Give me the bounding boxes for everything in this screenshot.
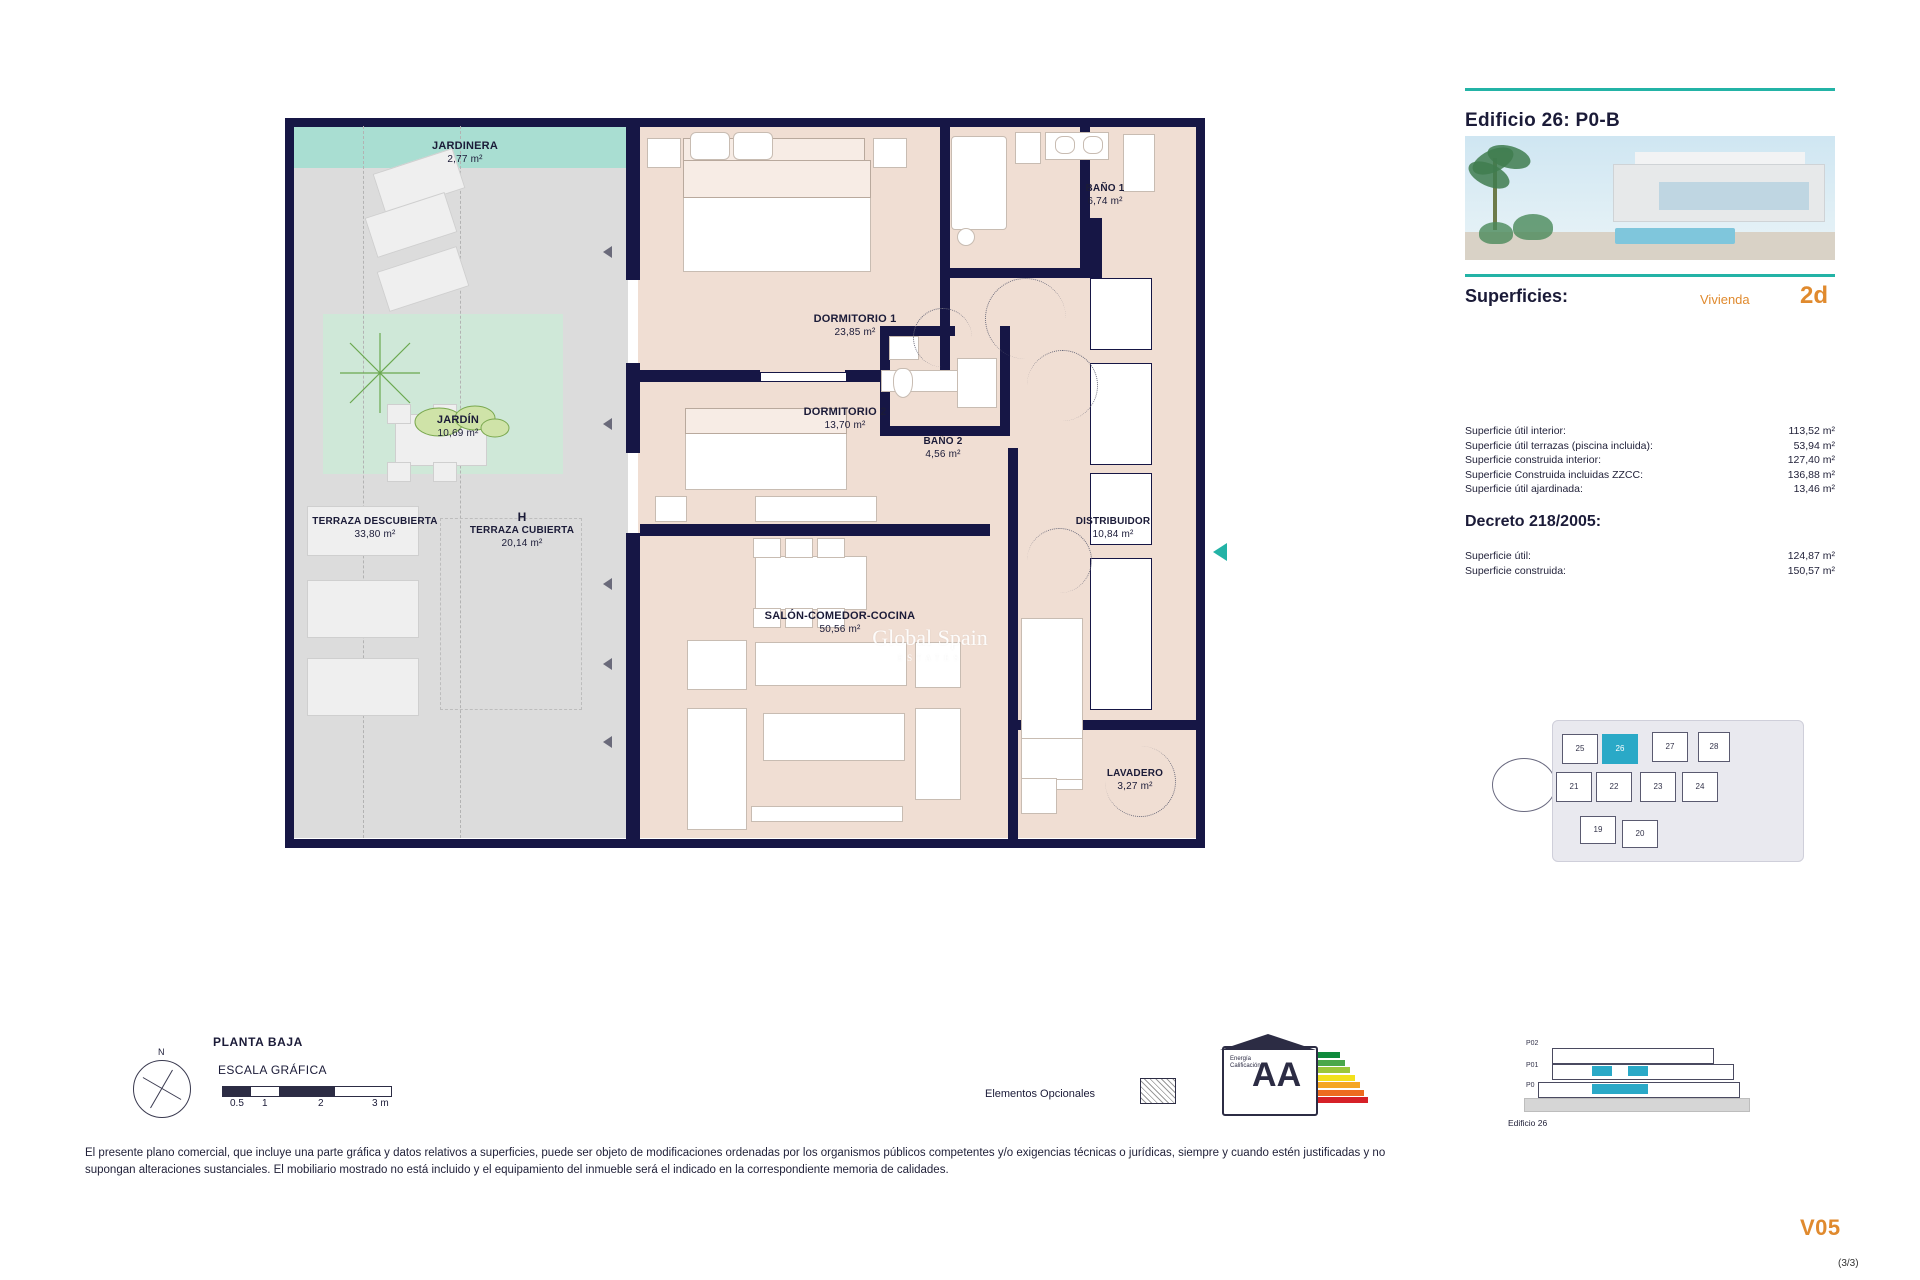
dining-chair-1	[753, 538, 781, 558]
table-row: Superficie útil: 124,87 m²	[1465, 550, 1835, 562]
building-render-image	[1465, 136, 1835, 260]
terraza-cubierta-symbol: H	[517, 510, 527, 524]
armchair-2	[915, 708, 961, 800]
direction-arrow-3	[603, 578, 612, 590]
site-map	[1490, 710, 1820, 870]
pillow-1	[690, 132, 730, 160]
tv-unit	[751, 806, 903, 822]
wall-terrace-4	[626, 783, 640, 839]
closet-1	[1090, 278, 1152, 350]
watermark: Global Spain ESTATES	[872, 625, 988, 663]
wall-distribuidor	[1008, 448, 1018, 728]
site-block-23[interactable]: 23	[1640, 772, 1676, 802]
direction-arrow-1	[603, 246, 612, 258]
room-label-terraza-cubierta: H TERRAZA CUBIERTA 20,14 m²	[467, 510, 577, 550]
roundabout-icon	[1492, 758, 1556, 812]
outdoor-chair-3	[387, 462, 411, 482]
site-block-27[interactable]: 27	[1652, 732, 1688, 762]
energy-scale-bars	[1318, 1052, 1368, 1108]
room-label-jardin: JARDÍN 10,69 m²	[436, 414, 480, 439]
direction-arrow-4	[603, 658, 612, 670]
rule-top	[1465, 88, 1835, 91]
desk-2	[755, 496, 877, 522]
wall-terrace-1	[626, 118, 640, 280]
sink-2	[1083, 136, 1103, 154]
sofa-2	[687, 708, 747, 830]
room-label-dormitorio-1: DORMITORIO 1 23,85 m²	[813, 313, 897, 338]
site-block-20[interactable]: 20	[1622, 820, 1658, 848]
toilet-2	[893, 368, 913, 398]
table-row: Superficie construida: 150,57 m²	[1465, 564, 1835, 577]
wall-right	[1196, 118, 1205, 848]
energy-vertical-label: Energía Calificación	[1230, 1056, 1261, 1069]
scale-ticks	[210, 1098, 420, 1112]
vivienda-label: Vivienda	[1700, 292, 1750, 307]
optional-elements-swatch	[1140, 1078, 1176, 1104]
vivienda-value: 2d	[1800, 282, 1829, 309]
bathtub-1	[951, 136, 1007, 230]
table-row: Superficie útil interior: 113,52 m²	[1465, 425, 1835, 437]
scale-tick-2: 2	[318, 1098, 324, 1109]
terrace-guide-2	[460, 126, 462, 838]
dining-chair-3	[817, 538, 845, 558]
room-label-salon: SALÓN-COMEDOR-COCINA 50,56 m²	[764, 610, 916, 635]
armchair-1	[687, 640, 747, 690]
page-number: (3/3)	[1838, 1258, 1859, 1269]
wall-bed2-salon	[640, 524, 990, 536]
section-caption: Edificio 26	[1508, 1118, 1548, 1128]
optional-elements-label: Elementos Opcionales	[985, 1088, 1096, 1100]
plant-icon	[335, 328, 425, 418]
section-diagram	[1508, 1042, 1758, 1128]
coffee-table	[763, 713, 905, 761]
wall-bath1-seg	[1090, 218, 1102, 278]
room-label-lavadero: LAVADERO 3,27 m²	[1106, 768, 1164, 792]
door-arc-closet	[1027, 350, 1098, 421]
scale-tick-1: 1	[262, 1098, 268, 1109]
section-tag-p02: P02	[1526, 1040, 1539, 1047]
wall-bath1-left	[940, 127, 950, 277]
sink-1	[1055, 136, 1075, 154]
scale-tick-3: 3 m	[372, 1098, 389, 1109]
compass-north-label: N	[158, 1047, 165, 1057]
terrace-area-fill	[293, 126, 638, 838]
legal-disclaimer: El presente plano comercial, que incluye una parte gráfica y datos relativos a superficies, puede ser objeto de modificaciones ordenadas por los organismos públicos competentes y/o exigencias técnicas o jurídicas, siempre y cuando estén justificadas y no supongan alteraciones sustanciales. El mobiliario mostrado no está incluido y el equipamiento del inmueble será el indicado en la correspondiente memoria de calidades.	[85, 1147, 1386, 1177]
superficies-title: Superficies:	[1465, 286, 1569, 306]
edificio-title: Edificio 26: P0-B	[1465, 110, 1621, 131]
dining-chair-2	[785, 538, 813, 558]
scale-bar	[222, 1086, 392, 1097]
nightstand-3	[655, 496, 687, 522]
wall-bath1-bottom	[940, 268, 1090, 278]
room-label-bano-2: BAÑO 2 4,56 m²	[923, 436, 963, 460]
door-bed2	[760, 372, 847, 382]
section-tag-p01: P01	[1526, 1062, 1539, 1069]
toilet-1	[957, 228, 975, 246]
door-arc-bath1	[985, 278, 1066, 359]
energy-letters: AA	[1252, 1056, 1302, 1094]
wall-top	[285, 118, 1205, 127]
decreto-table	[1465, 549, 1835, 578]
decreto-title: Decreto 218/2005:	[1465, 513, 1602, 530]
room-label-distribuidor: DISTRIBUIDOR 10,84 m²	[1075, 516, 1151, 540]
nightstand-2	[873, 138, 907, 168]
table-row: Superficie útil ajardinada: 13,46 m²	[1465, 483, 1835, 496]
outdoor-sofa-2	[307, 580, 419, 638]
wall-lavadero-left	[1008, 728, 1018, 840]
terrace-guide-1	[363, 126, 365, 838]
scale-title: ESCALA GRÁFICA	[218, 1063, 327, 1077]
outdoor-sofa-3	[307, 658, 419, 716]
wall-terrace-2	[626, 363, 640, 453]
dining-table	[755, 556, 867, 610]
site-block-24[interactable]: 24	[1682, 772, 1718, 802]
pillow-2	[733, 132, 773, 160]
table-row: Superficie construida interior: 127,40 m²	[1465, 454, 1835, 467]
bed-1-duvet	[683, 160, 871, 198]
scale-tick-0: 0.5	[230, 1098, 244, 1109]
direction-arrow-5	[603, 736, 612, 748]
floor-plan	[285, 118, 1205, 858]
rule-superficies	[1465, 274, 1835, 277]
unit-code: V05	[1800, 1215, 1841, 1240]
closet-4	[1090, 558, 1152, 710]
room-label-bano-1: BAÑO 1 6,74 m²	[1085, 183, 1125, 207]
wall-terrace-3	[626, 533, 640, 783]
kitchen-appliance	[1021, 738, 1083, 780]
compass-icon	[133, 1047, 191, 1118]
energy-rating-badge	[1222, 1046, 1342, 1112]
shower-2	[957, 358, 997, 408]
direction-arrow-2	[603, 418, 612, 430]
glazing-2	[628, 453, 638, 533]
wall-bed1-bed2	[640, 370, 760, 382]
washer	[1021, 778, 1057, 814]
glazing-1	[628, 280, 638, 363]
planta-baja-title: PLANTA BAJA	[213, 1035, 303, 1049]
compass-needle-cross	[143, 1077, 182, 1100]
site-block-28[interactable]: 28	[1698, 732, 1730, 762]
room-label-terraza-descubierta: TERRAZA DESCUBIERTA 33,80 m²	[312, 516, 438, 540]
site-block-19[interactable]: 19	[1580, 816, 1616, 844]
wall-left	[285, 118, 294, 848]
site-block-26[interactable]: 26	[1602, 734, 1638, 764]
wall-bottom	[285, 839, 1205, 848]
room-label-jardinera: JARDINERA 2,77 m²	[432, 140, 498, 165]
bidet-1	[1015, 132, 1041, 164]
site-block-22[interactable]: 22	[1596, 772, 1632, 802]
entrance-arrow	[1213, 543, 1227, 561]
room-label-dormitorio-2: DORMITORIO 2 13,70 m²	[803, 406, 887, 431]
superficies-table	[1465, 424, 1835, 497]
outdoor-chair-4	[433, 462, 457, 482]
site-block-21[interactable]: 21	[1556, 772, 1592, 802]
table-row: Superficie útil terrazas (piscina incluida): 53,94 m²	[1465, 439, 1835, 452]
section-tag-p0: P0	[1526, 1082, 1535, 1089]
site-block-25[interactable]: 25	[1562, 734, 1598, 764]
closet-2	[1090, 363, 1152, 465]
table-row: Superficie Construida incluidas ZZCC: 136,88 m²	[1465, 468, 1835, 481]
nightstand-1	[647, 138, 681, 168]
